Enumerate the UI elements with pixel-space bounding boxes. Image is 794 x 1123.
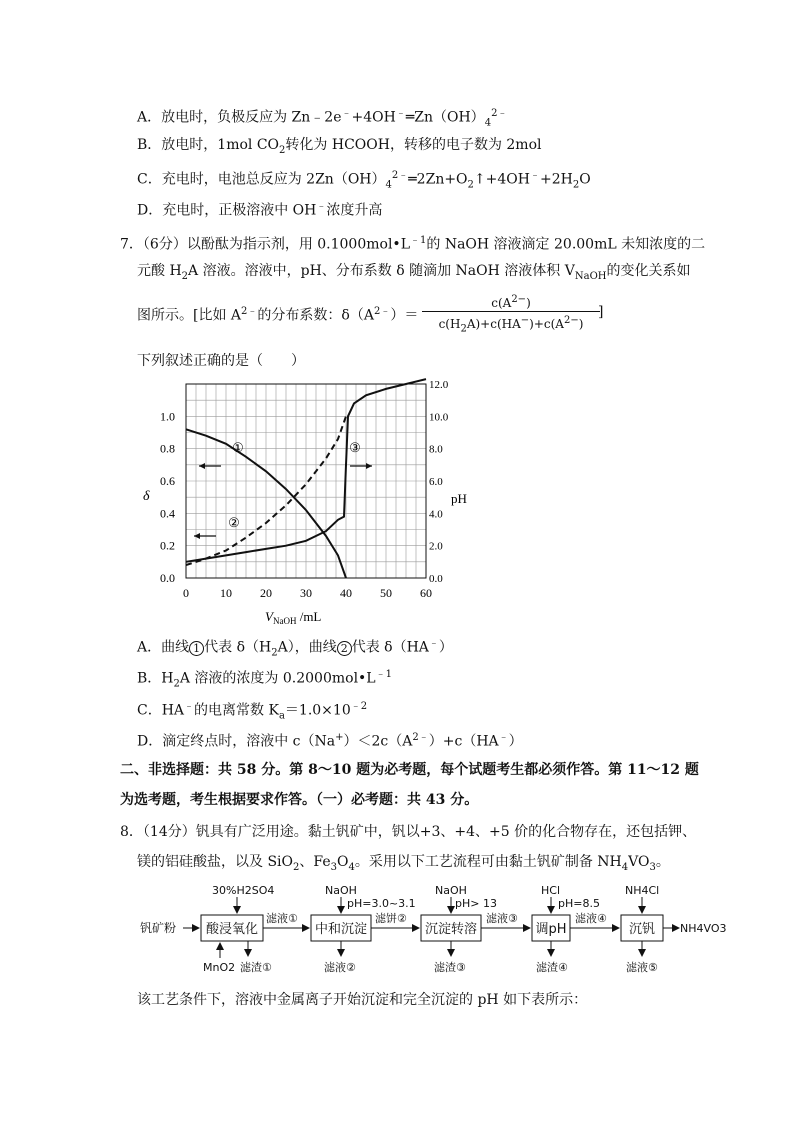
- reagent-top: NH4Cl: [625, 884, 660, 897]
- y-right-tick-label: 12.0: [429, 379, 449, 391]
- curve-label: ①: [232, 440, 244, 455]
- y-left-tick-label: 1.0: [160, 409, 175, 424]
- x-tick-label: 40: [340, 586, 352, 600]
- connect-label: 滤饼②: [375, 912, 407, 925]
- x-tick-label: 30: [300, 586, 312, 600]
- q7-stem-line1: 7．（6分）以酚酞为指示剂，用 $0.1000mol•L^{﹣1}$的 NaOH 溶液滴定 20.00mL 未知浓度的二: [120, 235, 706, 253]
- condition: pH> 13: [455, 897, 497, 910]
- flow-start: 钒矿粉: [140, 921, 177, 935]
- condition: pH=8.5: [558, 897, 600, 910]
- bottom-output: 滤渣③: [434, 961, 466, 974]
- y-right-tick-label: 10.0: [429, 411, 449, 424]
- reagent-top: NaOH: [435, 884, 467, 897]
- q6-option-c: C．充电时，电池总反应为 $2Zn(OH)_4^{2﹣}═2Zn+O_2↑+4OH^﹣+2H_2O$: [137, 170, 591, 191]
- bracket-close: ]: [598, 304, 604, 320]
- flow-box-label: 中和沉淀: [314, 922, 368, 937]
- y-left-tick-label: 0.6: [160, 474, 175, 488]
- reagent-bottom: MnO2: [203, 961, 236, 974]
- reagent-top: NaOH: [325, 884, 357, 897]
- x-tick-label: 50: [380, 586, 392, 600]
- x-tick-label: 20: [260, 586, 272, 600]
- x-tick-label: 0: [183, 586, 189, 600]
- y-left-tick-label: 0.2: [160, 538, 175, 553]
- q6-option-a: A．放电时，负极反应为 $Zn﹣2e^﹣+4OH^﹣═Zn(OH)_4^{2﹣}$: [137, 108, 508, 129]
- section2-line2: 为选考题，考生根据要求作答。（一）必考题：共 43 分。: [120, 792, 479, 808]
- q7-option-c: C．HA﹣的电离常数 $K_a=1.0\times 10^{﹣2}$: [137, 701, 368, 722]
- x-tick-label: 10: [220, 586, 232, 600]
- condition: pH=3.0~3.1: [347, 897, 416, 910]
- flow-end: NH4VO3: [680, 922, 727, 935]
- y-right-tick-label: 4.0: [429, 508, 443, 521]
- y-left-tick-label: 0.4: [160, 506, 175, 521]
- y-right-tick-label: 2.0: [429, 540, 443, 553]
- flow-box-label: 调pH: [535, 922, 567, 937]
- q7-stem-line3: 图所示。[比如 $A^{2﹣}$的分布系数：$\delta(A^{2﹣})=$: [137, 306, 419, 324]
- q7-option-a: A．曲线 1 代表 $\delta(H_2A)$，曲线 2 代表 δ（HA﹣）: [137, 638, 453, 659]
- curve-arrow-head: [366, 463, 372, 469]
- q7-option-b: B．$H_2A$ 溶液的浓度为 $0.2000mol•L^{﹣1}$: [137, 669, 392, 690]
- flow-box-label: 沉钒: [628, 922, 656, 937]
- curve-label: ③: [349, 440, 361, 455]
- bottom-output: 滤渣④: [536, 961, 568, 974]
- y-right-tick-label: 0.0: [429, 573, 443, 585]
- reagent-top: 30%H2SO4: [212, 884, 275, 897]
- q8-line3: 该工艺条件下，溶液中金属离子开始沉淀和完全沉淀的 pH 如下表所示：: [137, 992, 588, 1008]
- curve-label: ②: [228, 515, 240, 530]
- bottom-output: 滤渣①: [240, 961, 272, 974]
- section2-line1: 二、非选择题：共 58 分。第 8～10 题为必考题，每个试题考生都必须作答。第 11～12 题: [120, 762, 699, 778]
- y-left-tick-label: 0.8: [160, 441, 175, 456]
- q8-line2: 镁的铝硅酸盐，以及 SiO$_2$、$Fe_3O_4$。采用以下工艺流程可由黏土钒矿制备 $NH_4VO_3$。: [137, 854, 670, 873]
- x-axis-label: $V_{NaOH}$ /mL: [265, 609, 322, 626]
- q8-line1: 8．（14分）钒具有广泛用途。黏土钒矿中，钒以+3、+4、+5 价的化合物存在，还包括钾、: [120, 824, 697, 840]
- x-tick-label: 60: [420, 586, 432, 600]
- reagent-top: HCl: [541, 884, 561, 897]
- fraction-denominator: $c(H_2A)+c(HA^-)+c(A^{2-})$: [422, 311, 600, 338]
- flow-box-label: 沉淀转溶: [424, 922, 478, 937]
- bottom-output: 滤液②: [324, 961, 356, 974]
- connect-label: 滤液①: [266, 912, 298, 925]
- curve-arrow-head: [199, 463, 205, 469]
- y-right-tick-label: 6.0: [429, 476, 443, 488]
- flow-box-label: 酸浸氧化: [205, 922, 259, 937]
- q7-stem-line4: 下列叙述正确的是（ ）: [137, 353, 305, 369]
- y-right-tick-label: 8.0: [429, 443, 443, 456]
- y-right-axis-label: pH: [451, 491, 467, 506]
- connect-label: 滤液③: [486, 912, 518, 925]
- q6-option-b: B．放电时，1mol $CO_2$转化为 HCOOH，转移的电子数为 2mol: [137, 137, 542, 156]
- y-left-axis-label: δ: [143, 489, 150, 504]
- q7-option-d: D．滴定终点时，溶液中 $c(Na^+)<2c(A^{2﹣})+c(HA^﹣)$: [137, 732, 523, 750]
- y-left-tick-label: 0.0: [160, 571, 175, 585]
- connect-label: 滤液④: [575, 912, 607, 925]
- fraction-numerator: $c(A^{2-})$: [491, 294, 531, 310]
- bottom-output: 滤液⑤: [626, 961, 658, 974]
- q6-option-d: D．充电时，正极溶液中 OH﹣浓度升高: [137, 201, 383, 219]
- curve-arrow-head: [194, 533, 200, 539]
- q7-stem-line2: 元酸 $H_2A$ 溶液。溶液中，pH、分布系数 δ 随滴加 NaOH 溶液体积 $V_{NaOH}$的变化关系如: [137, 263, 691, 282]
